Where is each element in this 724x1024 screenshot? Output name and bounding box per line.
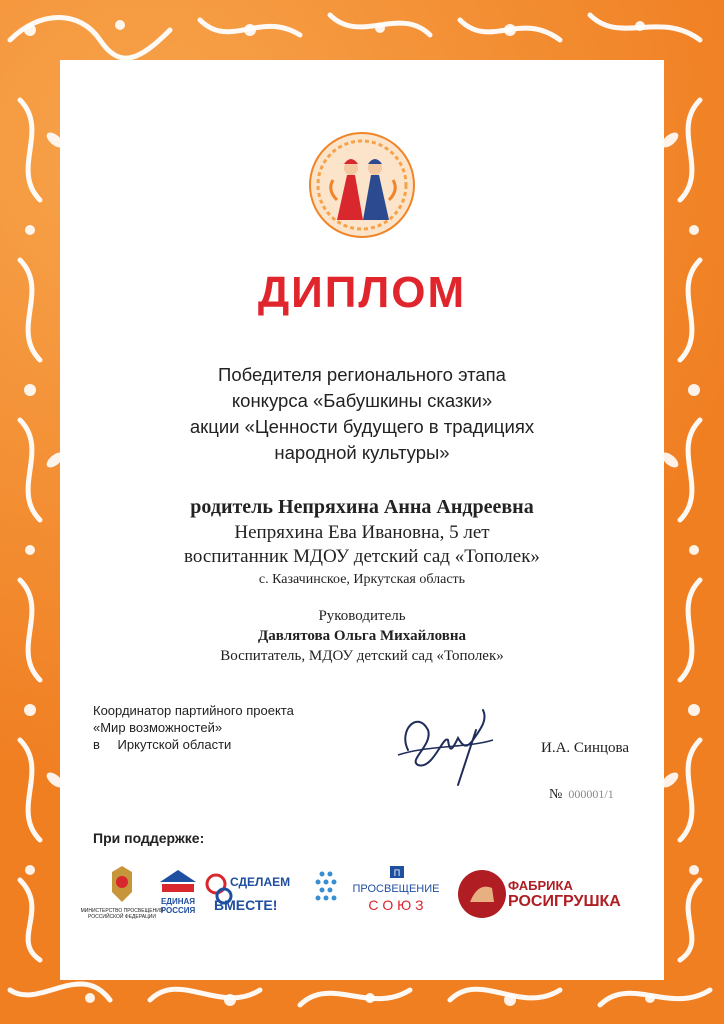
supervisor-name: Давлятова Ольга Михайловна — [257, 628, 466, 644]
number-value: 000001/1 — [568, 787, 614, 801]
svg-text:П: П — [393, 868, 401, 878]
recipient-child: Непряхина Ева Ивановна, 5 лет — [234, 522, 490, 543]
er-text-2: РОССИЯ — [160, 906, 196, 915]
united-russia-logo — [160, 870, 196, 915]
ministry-text-1: МИНИСТЕРСТВО ПРОСВЕЩЕНИЯ — [80, 908, 164, 914]
diploma-title: ДИПЛОМ — [257, 268, 467, 317]
coordinator-line-1: Координатор партийного проекта — [93, 703, 294, 718]
sdelaem-text-1: СДЕЛАЕМ — [230, 875, 291, 889]
fabrika-logo — [458, 870, 621, 918]
subtitle-line-2: конкурса «Бабушкины сказки» — [231, 390, 493, 411]
sdelaem-vmeste-logo — [207, 875, 290, 913]
prosv-text-2: С О Ю З — [368, 897, 424, 913]
er-text-1: ЕДИНАЯ — [160, 897, 196, 906]
dots-logo — [316, 872, 337, 901]
subtitle-line-1: Победителя регионального этапа — [218, 364, 506, 385]
subtitle-line-4: народной культуры» — [274, 442, 450, 463]
ministry-text-2: РОССИЙСКОЙ ФЕДЕРАЦИИ — [88, 914, 156, 920]
coordinator-region: Иркутской области — [117, 737, 232, 752]
signatory-name: И.А. Синцова — [541, 740, 630, 756]
recipient-parent: родитель Непряхина Анна Андреевна — [190, 496, 534, 518]
partner-logos — [80, 862, 660, 926]
recipient-institution: воспитанник МДОУ детский сад «Тополек» — [184, 546, 540, 567]
coordinator-block — [93, 702, 294, 753]
recipient-location: с. Казачинское, Иркутская область — [258, 572, 466, 587]
subtitle-line-3: акции «Ценности будущего в традициях — [189, 416, 535, 437]
prosv-text-1: ПРОСВЕЩЕНИЕ — [352, 883, 440, 895]
prosveshchenie-logo — [352, 866, 439, 913]
fabrika-text-1: ФАБРИКА — [508, 878, 573, 893]
coordinator-prefix: в — [93, 737, 100, 752]
handwritten-signature — [388, 700, 508, 790]
number-label: № — [549, 787, 563, 802]
supervisor-label: Руководитель — [318, 608, 406, 624]
sdelaem-text-2: ВМЕСТЕ! — [214, 897, 278, 913]
supervisor-position: Воспитатель, МДОУ детский сад «Тополек» — [220, 648, 504, 664]
coordinator-line-3 — [93, 736, 294, 753]
fabrika-text-2: РОСИГРУШКА — [508, 893, 621, 910]
diploma-number — [549, 787, 614, 803]
support-label: При поддержке: — [93, 830, 205, 846]
contest-emblem — [307, 130, 417, 240]
coordinator-line-2: «Мир возможностей» — [93, 720, 223, 735]
ministry-logo — [81, 866, 164, 920]
